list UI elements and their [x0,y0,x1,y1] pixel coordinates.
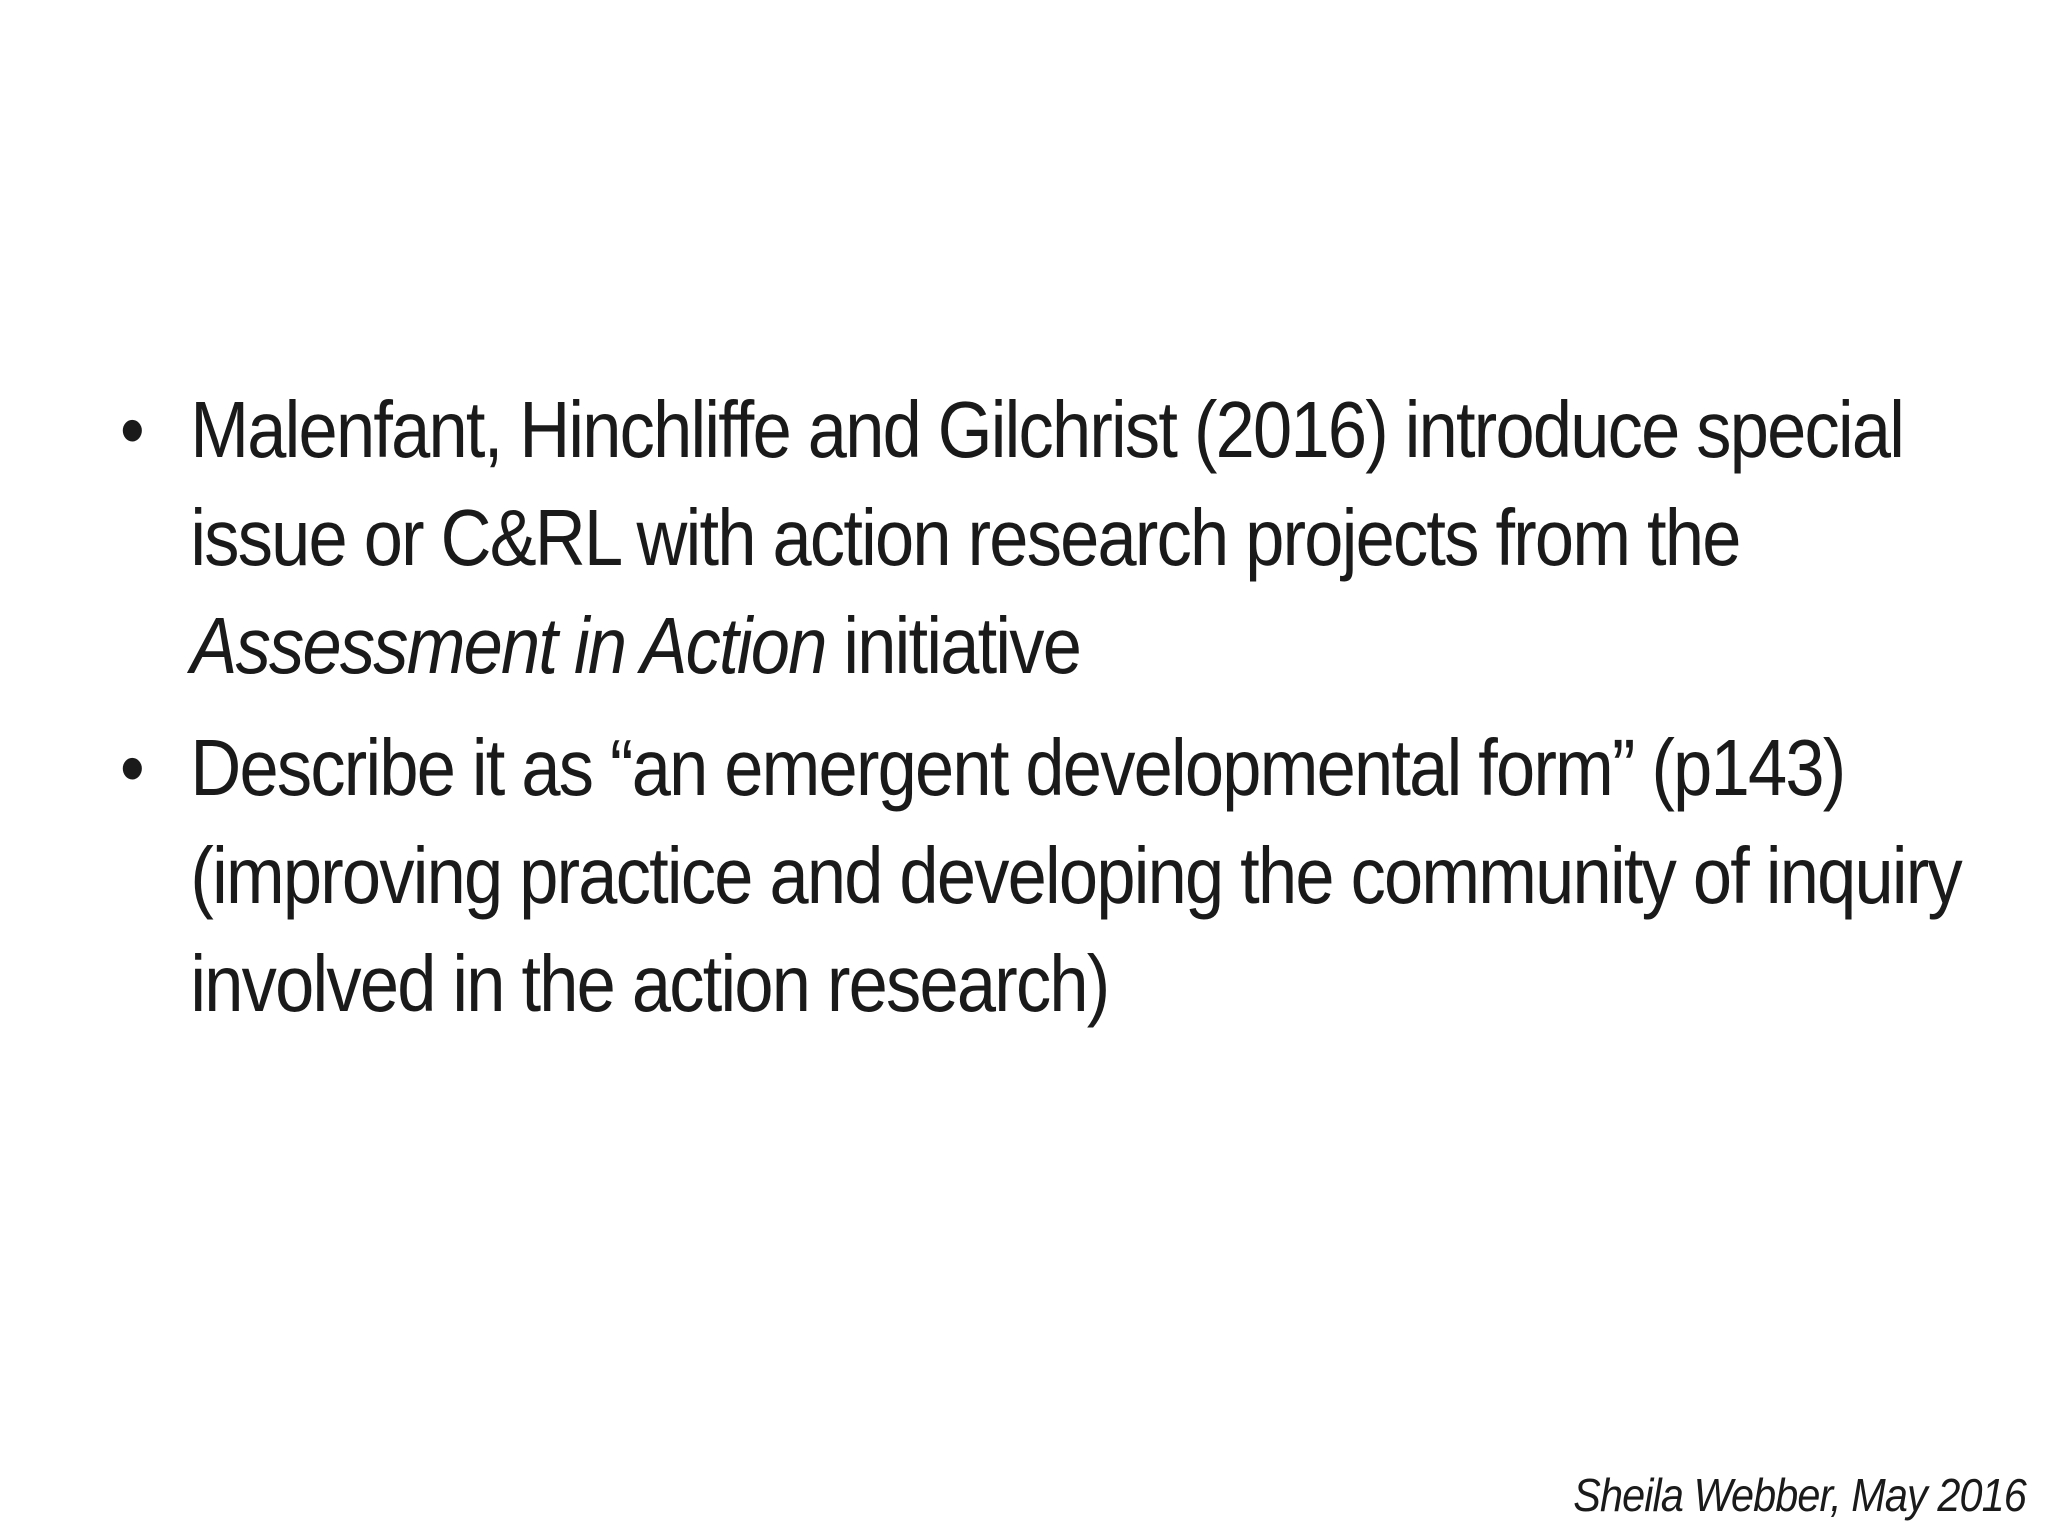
bullet-2-text: Describe it as “an emergent developmental form” (p143) (improving practice and developing the community of inquiry involved in the action research) [190,723,1961,1028]
bullet-list [120,376,1961,1052]
author-footer: Sheila Webber, May 2016 [1573,1469,2026,1521]
bullet-1-text: Malenfant, Hinchliffe and Gilchrist (2016) introduce special issue or C&RL with action research projects from the [190,385,1904,582]
bullet-1-italic-title: Assessment in Action [190,601,826,690]
bullet-item-2 [120,714,1968,1038]
bullet-dot-icon: • [120,385,143,474]
bullet-1-text-end: initiative [825,601,1081,690]
bullet-dot-icon: • [120,723,143,812]
bullet-item-1 [120,376,1968,700]
